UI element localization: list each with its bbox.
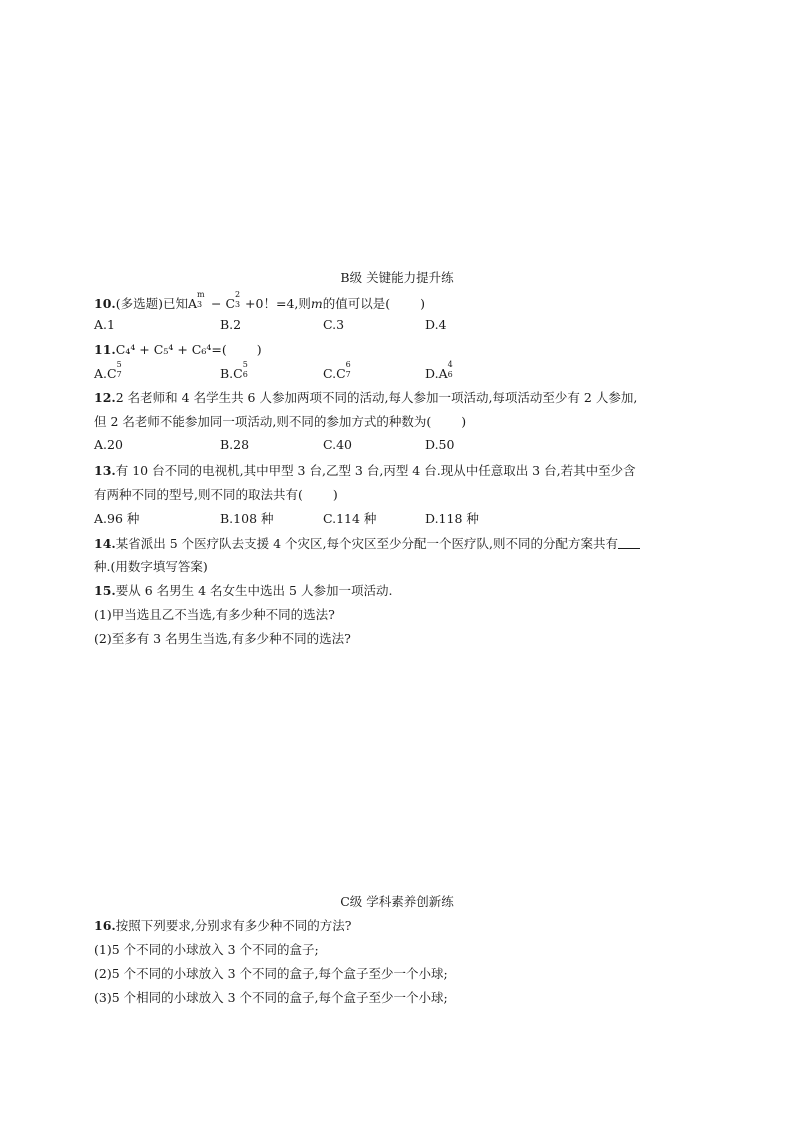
option-a[interactable]: A.20 (94, 437, 123, 452)
question-15-line-1 (94, 581, 392, 599)
question-15-text: 要从 6 名男生 4 名女生中选出 5 人参加一项活动. (115, 583, 393, 598)
paren-close: ) (420, 296, 426, 311)
question-14-number: 14. (94, 536, 116, 551)
section-b-title: B级 关键能力提升练 (340, 270, 454, 285)
question-10 (94, 290, 426, 312)
variable-m: m (310, 296, 323, 311)
question-14-line-1 (94, 534, 640, 552)
question-16-line-1 (94, 916, 351, 934)
option-d[interactable]: D.A 4 6 (425, 360, 453, 381)
expr-c-letter: C (225, 296, 236, 311)
expr-a-sup: m (197, 290, 205, 299)
option-c[interactable]: C.114 种 (323, 511, 377, 526)
expr-minus: − (207, 296, 226, 311)
question-14-text: 某省派出 5 个医疗队去支援 4 个灾区,每个灾区至少分配一个医疗队,则不同的分配方案共有 (115, 536, 618, 551)
question-13-number: 13. (94, 463, 116, 478)
question-12-line-1 (94, 388, 637, 406)
question-10-expr (188, 290, 311, 311)
option-a[interactable]: A.96 种 (94, 511, 140, 526)
question-12-text-2: 但 2 名老师不能参加同一项活动,则不同的参加方式的种数为( (94, 414, 432, 429)
question-11 (94, 342, 262, 357)
option-d[interactable]: D.4 (425, 317, 447, 332)
question-10-tail: 的值可以是( (322, 296, 391, 311)
question-13-text: 有 10 台不同的电视机,其中甲型 3 台,乙型 3 台,丙型 4 台.现从中任意取出 3 台,若其中至少含 (115, 463, 636, 478)
question-12-line-2 (94, 412, 466, 430)
question-10-number: 10. (94, 296, 116, 311)
question-11-expr: C₄⁴ + C₅⁴ + C₆⁴=( (115, 342, 227, 357)
expr-c-sup: 2 (235, 290, 241, 299)
option-d[interactable]: D.118 种 (425, 511, 479, 526)
question-13-line-1 (94, 461, 636, 479)
expr-a-sub: 3 (197, 300, 203, 309)
option-b[interactable]: B.108 种 (220, 511, 274, 526)
section-c-title: C级 学科素养创新练 (340, 894, 454, 909)
question-15-sub-2: (2)至多有 3 名男生当选,有多少种不同的选法? (94, 631, 351, 646)
question-16-sub-1: (1)5 个不同的小球放入 3 个不同的盒子; (94, 942, 319, 957)
question-10-lead: (多选题)已知 (115, 296, 189, 311)
question-11-number: 11. (94, 342, 116, 357)
option-b[interactable]: B.2 (220, 317, 242, 332)
expr-rest: +0！=4,则 (245, 296, 311, 311)
option-b[interactable]: B.28 (220, 437, 250, 452)
question-11-options (0, 360, 794, 382)
question-13-options (0, 509, 794, 525)
question-13-text-2: 有两种不同的型号,则不同的取法共有( (94, 487, 303, 502)
question-16-number: 16. (94, 918, 116, 933)
question-13-line-2 (94, 485, 338, 503)
option-c[interactable]: C.40 (323, 437, 352, 452)
answer-blank[interactable] (618, 536, 640, 549)
question-15-number: 15. (94, 583, 116, 598)
question-12-text: 2 名老师和 4 名学生共 6 人参加两项不同的活动,每人参加一项活动,每项活动至少有 2 人参加, (115, 390, 638, 405)
expr-a-letter: A (188, 296, 198, 311)
question-16-text: 按照下列要求,分别求有多少种不同的方法? (115, 918, 352, 933)
option-a[interactable]: A.1 (94, 317, 115, 332)
paren-close: ) (256, 342, 262, 357)
paren-close: ) (332, 487, 338, 502)
option-b[interactable]: B.C 5 6 (220, 360, 248, 381)
question-10-options (0, 317, 794, 333)
question-14-text-2: 种.(用数字填写答案) (94, 559, 208, 574)
question-15-sub-1: (1)甲当选且乙不当选,有多少种不同的选法? (94, 607, 335, 622)
question-16-sub-3: (3)5 个相同的小球放入 3 个不同的盒子,每个盒子至少一个小球; (94, 990, 448, 1005)
option-c[interactable]: C.3 (323, 317, 345, 332)
option-a[interactable]: A.C 5 7 (94, 360, 122, 381)
paren-close: ) (461, 414, 467, 429)
expr-c-sub: 3 (235, 300, 241, 309)
question-16-sub-2: (2)5 个不同的小球放入 3 个不同的盒子,每个盒子至少一个小球; (94, 966, 448, 981)
question-12-number: 12. (94, 390, 116, 405)
question-14-line-2 (94, 557, 208, 575)
option-d[interactable]: D.50 (425, 437, 455, 452)
option-c[interactable]: C.C 6 7 (323, 360, 351, 381)
question-12-options (0, 437, 794, 453)
